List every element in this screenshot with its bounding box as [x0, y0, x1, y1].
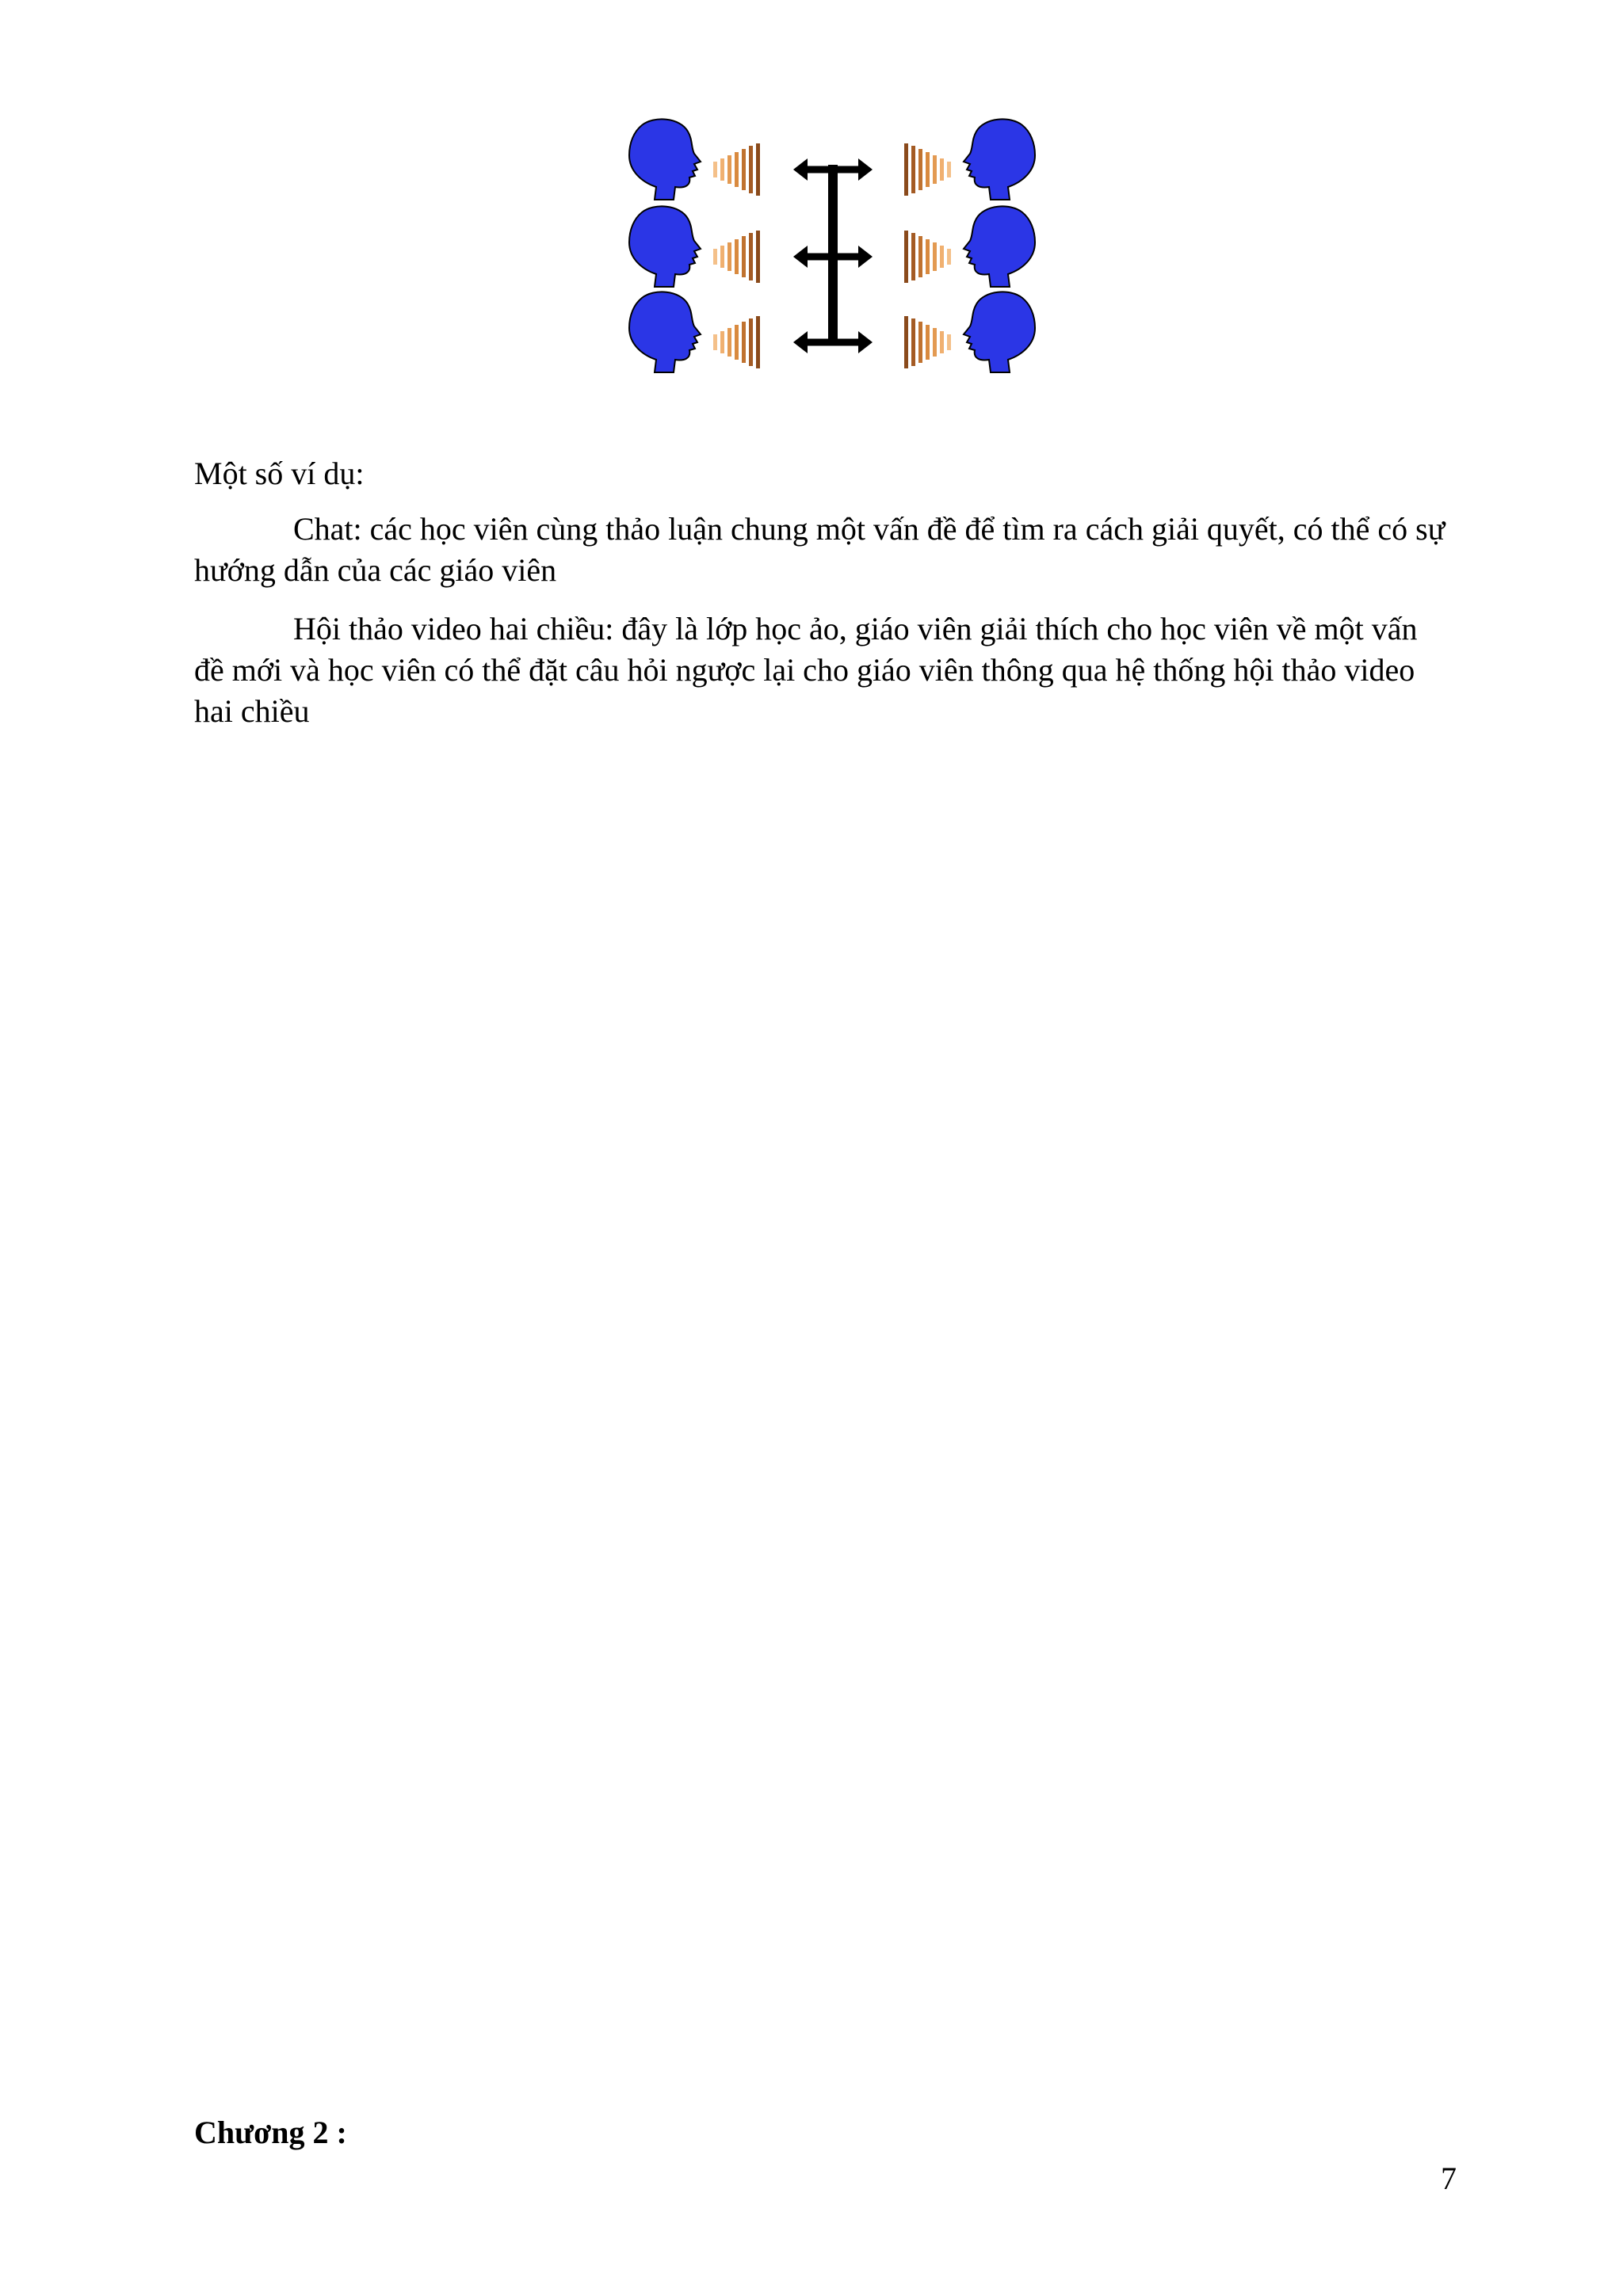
two-way-communication-heads-icon	[626, 114, 1038, 376]
chapter-heading: Chương 2 :	[194, 2115, 347, 2150]
page-number: 7	[1441, 2161, 1457, 2196]
video-conference-paragraph: Hội thảo video hai chiều: đây là lớp học ảo, giáo viên giải thích cho học viên về một vấn đề mới và học viên có thể đặt câu hỏi ngược lại cho giáo viên thông qua hệ thống hội thảo video hai chiều	[194, 611, 1418, 729]
examples-intro: Một số ví dụ:	[194, 456, 365, 491]
chat-paragraph: Chat: các học viên cùng thảo luận chung một vấn đề để tìm ra cách giải quyết, có thể có sự hướng dẫn của các giáo viên	[194, 511, 1445, 588]
communication-figure	[626, 114, 1038, 376]
connector-bar	[828, 165, 838, 339]
